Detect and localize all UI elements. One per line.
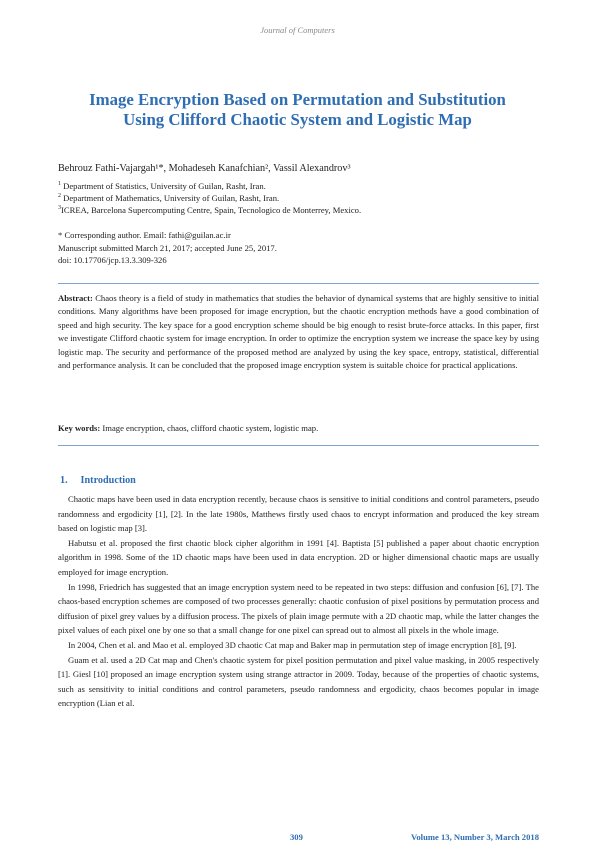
paper-title — [40, 90, 555, 130]
affiliation-3-marker: 3 — [58, 205, 61, 212]
keywords — [58, 423, 318, 433]
title-line-1: Image Encryption Based on Permutation and Substitution — [89, 90, 506, 109]
abstract-label: Abstract: — [58, 293, 93, 303]
abstract-text: Chaos theory is a field of study in mathematics that studies the behavior of dynamical systems that are highly sensitive to initial conditions. Many algorithms have been proposed for image encryption, but the chaotic encryption methods have a good combination of speed and high security. The key space for a good encryption scheme should be big enough to resist brute-force attacks. In this paper, first we investigate Clifford chaotic system for image encryption. In order to optimize the encryption system we increase the space key by using logistic map. The security and performance of the proposed method are analyzed by using the key space, entropy, statistical, differential and performance analysis. It can be concluded that the proposed image encryption system is suitable choice for practical applications. — [58, 293, 539, 371]
abstract-top-rule — [58, 283, 539, 284]
paragraph: Chaotic maps have been used in data encryption recently, because chaos is sensitive to initial conditions and control parameters, pseudo randomness and ergodicity [1], [2]. In the late 1980s, Matthews firstly used chaos to encrypt information and produced the key stream based on logistic map [3]. — [58, 494, 539, 534]
affiliation-1-text: Department of Statistics, University of Guilan, Rasht, Iran. — [63, 181, 266, 191]
journal-header: Journal of Computers — [260, 25, 335, 35]
section-heading — [60, 475, 136, 486]
paragraph: Guam et al. used a 2D Cat map and Chen's chaotic system for pixel position permutation and pixel value masking, in 2005 respectively [1]. Giesl [10] proposed an image encryption system using strange attractor in 2009. Today, because of the properties of chaotic systems, such as sensitivity to initial conditions and control parameters, pseudo randomness and ergodicity, chaos becomes popular in image encryption (Lian et al. — [58, 654, 539, 709]
paragraph: In 1998, Friedrich has suggested that an image encryption system need to be repeated in two steps: diffusion and confusion [6], [7]. The chaos-based encryption schemes are composed of two processes generally: chaotic confusion of pixel positions by permutation process and diffusion of pixel grey values by a diffusion process. The pixels of plain image permute with a 2D chaotic map, while the latter changes the pixel values of each pixel one by one so that a small change for one pixel can spread out to almost all pixels in the whole image. — [58, 581, 539, 636]
author-list: Behrouz Fathi-Vajargah¹*, Mohadeseh Kanafchian², Vassil Alexandrov³ — [58, 163, 351, 174]
title-line-2: Using Clifford Chaotic System and Logistic Map — [123, 110, 472, 129]
keywords-label: Key words: — [58, 423, 101, 433]
affiliation-1-marker: 1 — [58, 181, 61, 188]
paragraph: Habutsu et al. proposed the first chaotic block cipher algorithm in 1991 [4]. Baptista [5] published a paper about chaotic encryption algorithm in 1998. Some of the 1D chaotic maps have been used in data encryption. 2D or higher dimensional chaotic maps are usually employed for image encryption. — [58, 537, 539, 577]
volume-info: Volume 13, Number 3, March 2018 — [410, 832, 539, 842]
abstract — [58, 292, 539, 372]
affiliation-2-text: Department of Mathematics, University of Guilan, Rasht, Iran. — [63, 193, 280, 203]
affiliation-1 — [58, 181, 266, 191]
body-text — [58, 492, 539, 711]
paragraph: In 2004, Chen et al. and Mao et al. employed 3D chaotic Cat map and Baker map in permutation step of image encryption [8], [9]. — [68, 639, 517, 650]
section-title: Introduction — [80, 475, 136, 486]
section-number: 1. — [60, 475, 68, 486]
page-number: 309 — [290, 832, 303, 842]
abstract-bottom-rule — [58, 445, 539, 446]
keywords-text: Image encryption, chaos, clifford chaotic system, logistic map. — [102, 423, 319, 433]
manuscript-dates: Manuscript submitted March 21, 2017; accepted June 25, 2017. — [58, 242, 277, 253]
corresponding-author: * Corresponding author. Email: fathi@guilan.ac.ir — [58, 230, 231, 240]
affiliation-3 — [58, 205, 361, 215]
affiliation-2-marker: 2 — [58, 193, 61, 200]
article-meta — [58, 229, 277, 267]
affiliation-3-text: ICREA, Barcelona Supercomputing Centre, Spain, Tecnologico de Monterrey, Mexico. — [61, 205, 362, 215]
affiliation-2 — [58, 193, 279, 203]
doi: doi: 10.17706/jcp.13.3.309-326 — [58, 255, 167, 265]
